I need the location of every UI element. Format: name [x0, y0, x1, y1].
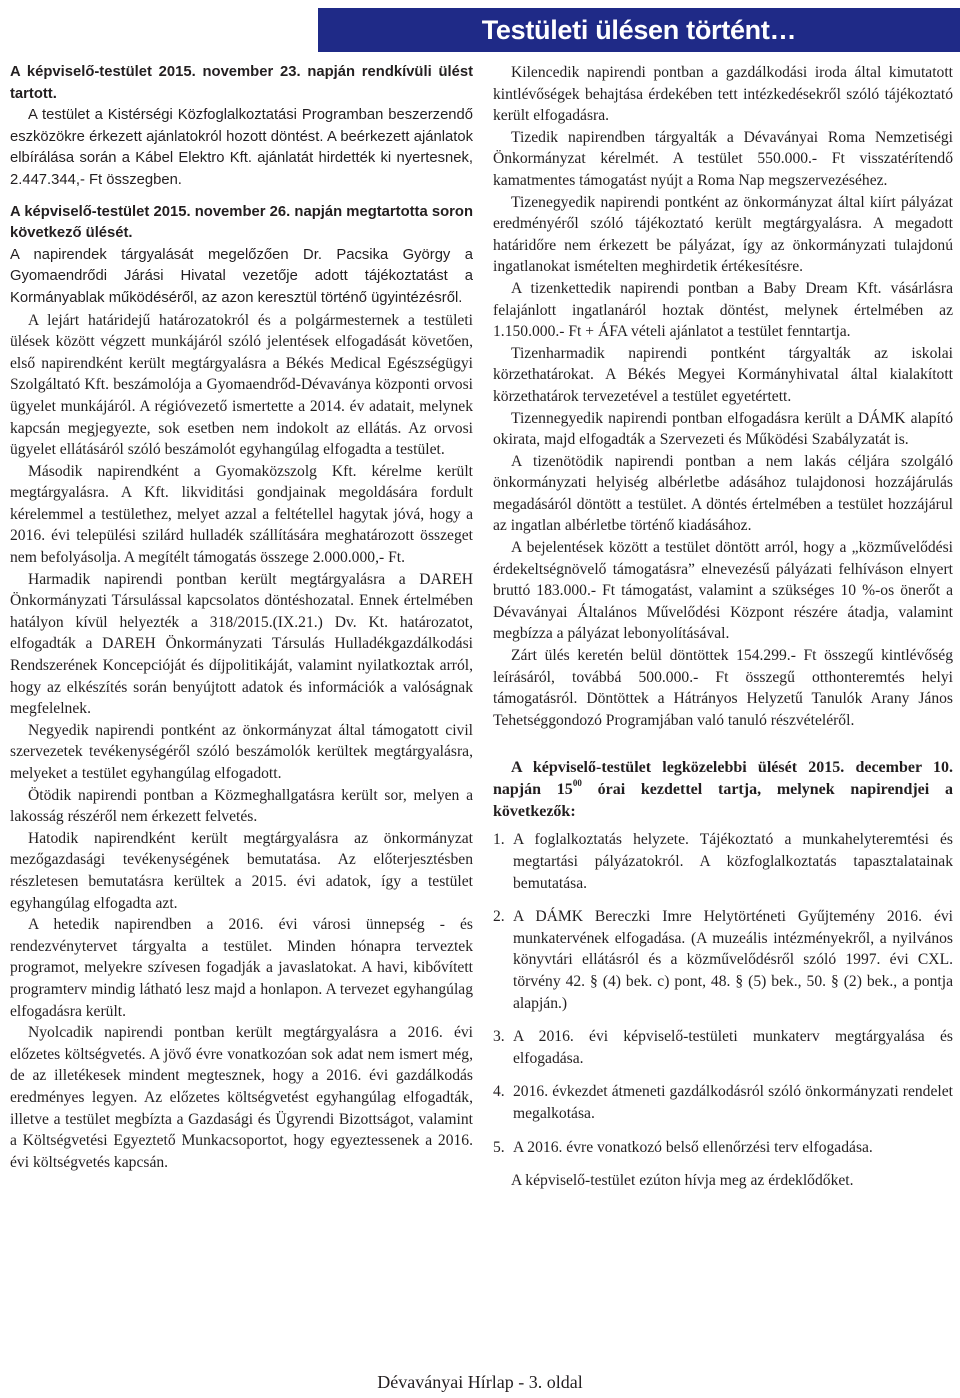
paragraph: Tizenharmadik napirendi pontként tárgyalták az iskolai körzethatárokat. A Békés Megyei Kormányhivatal által kialakított körzethatárok tervezetével a testület egyetértett. — [493, 344, 953, 405]
agenda-item — [493, 1026, 953, 1069]
paragraph: Negyedik napirendi pontként az önkormányzat által támogatott civil szervezetek tevékenységéről szóló beszámolók kerültek megtárgyalásra, melyeket a testület egyhangúlag elfogadott. — [10, 721, 473, 782]
paragraph: Hatodik napirendként került megtárgyalásra az önkormányzat mezőgazdasági tevékenységének bemutatása. Az előterjesztésben részletesen bemutatásra kerültek a 2015. évi adatok, így a testület egyhangúlag elfogadta azt. — [10, 829, 473, 912]
right-column — [493, 62, 953, 1192]
paragraph: Tizenegyedik napirendi pontként az önkormányzat által kiírt pályázat eredményéről szóló tájékoztató került megtárgyalásra. A megadott határidőre nem érkezett be pályázat, így az önkormányzati tulajdonú ingatlanokat ismételten meghirdetik értékesítésre. — [493, 193, 953, 276]
next-meeting-announcement: A képviselő-testület legközelebbi ülését 2015. december 10. napján $15^{00}$ órai kezdettel tartja, melynek napirendjei a következők: — [493, 759, 953, 821]
paragraph: Tizedik napirendben tárgyalták a Dévaványai Roma Nemzetiségi Önkormányzat kérelmét. A testület 550.000.- Ft visszatérítendő kamatmentes támogatást nyújt a Roma Nap megszervezéséhez. — [493, 128, 953, 189]
paragraph: A bejelentések között a testület döntött arról, hogy a „közművelődési érdekeltségnövelő támogatásra” elnevezésű pályázati felhíváson elnyert bruttó 183.000.- Ft támogatást, valamint a szükséges 10 %-os önerőt a Dévaványai Általános Művelődési Központ részére átadja, valamint megbízza a pályázat lebonyolításával. — [493, 539, 953, 643]
paragraph: Ötödik napirendi pontban a Közmeghallgatásra került sor, melyen a lakosság részéről nem érkezett felvetés. — [10, 786, 473, 826]
agenda-item-number: 5. — [493, 1138, 505, 1156]
agenda-item-text: A DÁMK Bereczki Imre Helytörténeti Gyűjtemény 2016. évi munkatervének elfogadása. (A muzeális intézményekről, a nyilvános könyvtári ellátásról és a közművelődésről szóló 1997. évi CXL. törvény 42. § (4) bek. c) pont, 48. § (5) bek., 50. § (2) bek., a pontja alapján.) — [513, 908, 953, 1012]
paragraph: Kilencedik napirendi pontban a gazdálkodási iroda által kimutatott kintlévőségek behajtása érdekében tett intézkedésekről szóló tájékoztató került elfogadásra. — [493, 64, 953, 125]
paragraph: Zárt ülés keretén belül döntöttek 154.299.- Ft összegű kintlévőség leírásáról, továbbá 500.000.- Ft összegű otthonteremtés helyi támogatásról. Döntöttek a Hátrányos Helyzetű Tanulók Arany János Tehetséggondozó Programjában való tanuló részvételéről. — [493, 647, 953, 729]
agenda-item — [493, 829, 953, 894]
extraordinary-session-heading: A képviselő-testület 2015. november 23. napján rendkívüli ülést tartott. — [10, 64, 473, 102]
paragraph: Második napirendként a Gyomaközszolg Kft. kérelme került megtárgyalásra. A Kft. likviditási gondjainak megoldására fordult kérelemmel a testülethez, melyet azzal a feltétellel hagytak jóvá, hogy a 2016. évi települési szilárd hulladék szállítására meghatározott összeget nem befolyásolja. A megítélt támogatás összege 2.000.000,- Ft. — [10, 462, 473, 567]
agenda-item-text: 2016. évkezdet átmeneti gazdálkodásról szóló önkormányzati rendelet megalkotása. — [513, 1083, 953, 1122]
page-title: Testületi ülésen történt… — [318, 8, 960, 52]
page-footer: Dévaványai Hírlap - 3. oldal — [377, 1372, 583, 1392]
paragraph: A tizenötödik napirendi pontban a nem lakás céljára szolgáló önkormányzati helyiség albérletbe adásához tulajdonosi hozzájárulás megadásáról döntött a testület. A döntés értelmében a testület hozzájárul az ingatlan albérletbe történő kiadásához. — [493, 452, 953, 535]
agenda-item-text: A 2016. évre vonatkozó belső ellenőrzési terv elfogadása. — [513, 1138, 873, 1156]
paragraph: A testület a Kistérségi Közfoglalkoztatási Programban beszerzendő eszközökre érkezett ajánlatokról hozott döntést. A beérkezett ajánlatok elbírálása során a Kábel Elektro Kft. ajánlatát hirdették ki nyertesnek, 2.447.344,- Ft összegben. — [10, 107, 473, 188]
agenda-list — [493, 829, 953, 1158]
agenda-item — [493, 1081, 953, 1124]
paragraph: Tizennegyedik napirendi pontban elfogadásra került a DÁMK alapító okirata, majd elfogadták a Szervezeti és Működési Szabályzatát is. — [493, 409, 953, 449]
paragraph: A hetedik napirendben a 2016. évi városi ünnepség - és rendezvénytervet tárgyalta a testület. Minden hónapra terveztek programot, melyekre szívesen fogadják a javaslatokat. A havi, kibővített programterv mindig látható lesz majd a honlapon. A tervezet egyhangúlag elfogadásra került. — [10, 916, 473, 1020]
paragraph: A lejárt határidejű határozatokról és a polgármesternek a testületi ülések között végzett munkájáról szóló jelentések elfogadását követően, első napirendként került megtárgyalásra a Békés Medical Egészségügyi Szolgáltató Kft. beszámolója a Gyomaendrőd-Dévaványa központi orvosi ügyelet munkájáról. A régióvezető ismertette a 2014. év adatait, melynek kapcsán megjegyezte, sok esetben nem indokolt az ellátás. Az orvosi ügyelet ellátásáról szóló beszámolót egyhangúlag elfogadta a testület. — [10, 311, 473, 459]
paragraph: Harmadik napirendi pontban került megtárgyalásra a DAREH Önkormányzati Társulással kapcsolatos döntéshozatal. Ennek értelmében hatályon kívül helyezték a 318/2015.(IX.21.) Dv. Kt. határozatot, elfogadták a DAREH Önkormányzati Társulás Hulladékgazdálkodási Rendszerének Koncepcióját és díjpolitikáját, valamint nyilatkoztak arról, hogy az elkészítés során benyújtott adatok és információk a valóságnak megfelelnek. — [10, 570, 473, 718]
agenda-item-number: 1. — [493, 831, 505, 849]
agenda-item — [493, 1137, 953, 1159]
agenda-item-number: 2. — [493, 908, 505, 926]
paragraph: A tizenkettedik napirendi pontban a Baby Dream Kft. vásárlásra felajánlott ingatlanáról hoztak döntést, melynek értelmében az 1.150.000.- Ft + ÁFA vételi ajánlatot a testület fenntartja. — [493, 279, 953, 341]
paragraph: A napirendek tárgyalását megelőzően Dr. Pacsika György a Gyomaendrődi Járási Hivatal vezetője adott tájékoztatást a Kormányablak működéséről, az azon keresztül történő ügyintézésről. — [10, 246, 473, 306]
closing-invitation: A képviselő-testület ezúton hívja meg az érdeklődőket. — [511, 1172, 854, 1190]
agenda-item-number: 3. — [493, 1028, 505, 1046]
regular-session-heading: A képviselő-testület 2015. november 26. napján megtartotta soron következő ülését. — [10, 203, 473, 242]
agenda-item-number: 4. — [493, 1083, 505, 1101]
paragraph: Nyolcadik napirendi pontban került megtárgyalásra a 2016. évi előzetes költségvetés. A jövő évre vonatkozóan sok adat nem ismert még, de az illetékesek mindent megtesznek, hogy a 2016. évi gazdálkodás eredményes legyen. Az előzetes költségvetést egyhangúlag elfogadták, illetve a testület megbízta a Gazdasági és Ügyrendi Bizottságot, valamint a Költségvetési Egyeztető Munkacsoportot, hogy egyeztessenek a 2016. évi költségvetés kapcsán. — [10, 1024, 473, 1171]
left-column — [10, 62, 473, 1173]
agenda-item-text: A foglalkoztatás helyzete. Tájékoztató a munkahelyteremtési és megtartási pályázatokról. A közfoglalkoztatás tapasztalatainak bemutatása. — [513, 831, 953, 892]
agenda-item-text: A 2016. évi képviselő-testületi munkaterv megtárgyalása és elfogadása. — [513, 1028, 953, 1067]
agenda-item — [493, 906, 953, 1014]
